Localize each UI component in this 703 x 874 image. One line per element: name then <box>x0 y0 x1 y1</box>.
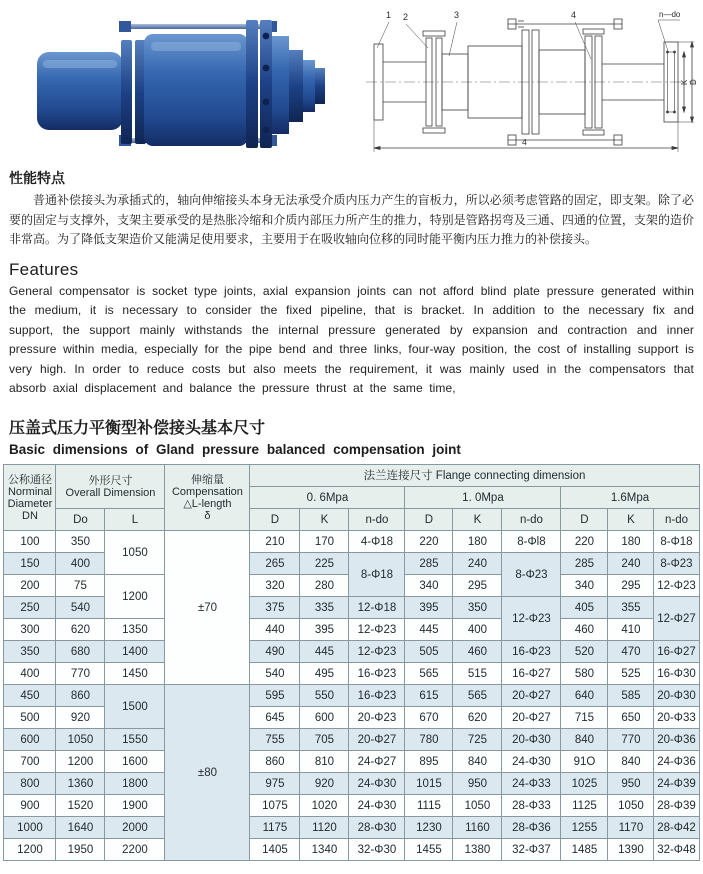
table-cell: 445 <box>300 641 349 663</box>
table-cell: 705 <box>300 729 349 751</box>
table-cell: 615 <box>405 685 453 707</box>
table-cell: 28-Φ33 <box>502 795 561 817</box>
table-cell: 520 <box>561 641 608 663</box>
table-cell: 450 <box>4 685 56 707</box>
table-cell: 1360 <box>56 773 105 795</box>
header-k1: K <box>300 509 349 531</box>
table-cell: 505 <box>405 641 453 663</box>
table-cell: 595 <box>250 685 300 707</box>
dimension-table-body <box>4 531 699 861</box>
table-cell: 1400 <box>105 641 165 663</box>
table-cell: 640 <box>561 685 608 707</box>
table-row <box>4 685 699 707</box>
table-cell: 20-Φ33 <box>654 707 699 729</box>
drawing-dim-ndo: n—do <box>658 10 680 19</box>
table-cell: 540 <box>250 663 300 685</box>
table-cell: 170 <box>300 531 349 553</box>
header-k3: K <box>608 509 654 531</box>
drawing-dim-k: K <box>679 79 689 85</box>
table-cell: 280 <box>300 575 349 597</box>
table-cell: 565 <box>453 685 502 707</box>
table-cell: 28-Φ30 <box>349 817 405 839</box>
table-row <box>4 751 699 773</box>
table-cell: 840 <box>453 751 502 773</box>
table-cell: 20-Φ27 <box>349 729 405 751</box>
table-cell: 24-Φ27 <box>349 751 405 773</box>
drawing-callout-1: 1 <box>385 10 391 20</box>
table-cell: 975 <box>250 773 300 795</box>
table-cell: 12-Φ23 <box>654 575 699 597</box>
table-cell: 16-Φ23 <box>502 641 561 663</box>
table-cell: 565 <box>405 663 453 685</box>
table-cell: 375 <box>250 597 300 619</box>
drawing-callout-3: 3 <box>453 10 459 20</box>
table-cell: 295 <box>608 575 654 597</box>
table-cell: 860 <box>250 751 300 773</box>
table-cell: 350 <box>453 597 502 619</box>
table-cell: 650 <box>608 707 654 729</box>
table-cell: 2200 <box>105 839 165 861</box>
table-cell: 1050 <box>453 795 502 817</box>
table-cell: 8-Φ18 <box>654 531 699 553</box>
technical-drawing <box>358 4 703 160</box>
table-cell: 240 <box>453 553 502 575</box>
table-cell: 24-Φ30 <box>349 773 405 795</box>
table-row <box>4 641 699 663</box>
table-cell: 28-Φ42 <box>654 817 699 839</box>
table-cell: ±80 <box>165 685 250 861</box>
header-d1: D <box>250 509 300 531</box>
table-cell: 585 <box>608 685 654 707</box>
table-cell: 12-Φ18 <box>349 597 405 619</box>
header-dn: 公称通径 Norminal Diameter DN <box>4 465 56 531</box>
table-cell: 1050 <box>56 729 105 751</box>
table-cell: 515 <box>453 663 502 685</box>
table-cell: 1600 <box>105 751 165 773</box>
table-cell: 250 <box>4 597 56 619</box>
table-cell: 210 <box>250 531 300 553</box>
header-pressure-06: 0. 6Mpa <box>250 487 405 509</box>
table-cell: 780 <box>405 729 453 751</box>
table-cell: 620 <box>453 707 502 729</box>
table-cell: 4-Φ18 <box>349 531 405 553</box>
table-cell: 1950 <box>56 839 105 861</box>
table-cell: 1380 <box>453 839 502 861</box>
table-cell: 24-Φ39 <box>654 773 699 795</box>
header-ndo2: n-do <box>502 509 561 531</box>
table-row <box>4 619 699 641</box>
table-cell: 350 <box>4 641 56 663</box>
table-cell: 1200 <box>4 839 56 861</box>
table-cell: 395 <box>300 619 349 641</box>
dimension-table <box>3 464 699 861</box>
table-cell: 20-Φ36 <box>654 729 699 751</box>
features-paragraph: General compensator is socket type joints, axial expansion joints can not afford blind plate pressure generated within the medium, it is necessary to consider the fixed pipeline, that is bracket. In addition to the necessary fix and support, the support mainly withstands the internal pressure generated by expansion and contraction and inner pressure within media, especially for the pipe bend and three links, four-way position, the cost of installing support is very high. In order to reduce costs but also meets the requirement, it was mainly used in the compensators that absorb axial displacement and balance the pressure thrust at the same time, <box>9 283 694 396</box>
table-cell: 1455 <box>405 839 453 861</box>
table-title-zh: 压盖式压力平衡型补偿接头基本尺寸 <box>9 420 266 438</box>
table-row <box>4 663 699 685</box>
table-cell: 8-Φl8 <box>502 531 561 553</box>
table-cell: 28-Φ36 <box>502 817 561 839</box>
table-cell: 225 <box>300 553 349 575</box>
header-d3: D <box>561 509 608 531</box>
table-cell: 180 <box>608 531 654 553</box>
table-cell: 1485 <box>561 839 608 861</box>
table-cell: 16-Φ23 <box>349 685 405 707</box>
table-cell: 32-Φ48 <box>654 839 699 861</box>
table-cell: 340 <box>561 575 608 597</box>
table-cell: 16-Φ27 <box>654 641 699 663</box>
top-images-row <box>0 0 703 160</box>
table-cell: 395 <box>405 597 453 619</box>
table-cell: 445 <box>405 619 453 641</box>
table-cell: 700 <box>4 751 56 773</box>
table-cell: 340 <box>405 575 453 597</box>
table-cell: 460 <box>453 641 502 663</box>
table-cell: 1050 <box>608 795 654 817</box>
table-cell: 620 <box>56 619 105 641</box>
table-cell: 410 <box>608 619 654 641</box>
table-cell: 1390 <box>608 839 654 861</box>
table-cell: 1550 <box>105 729 165 751</box>
table-cell: 1900 <box>105 795 165 817</box>
table-cell: 24-Φ30 <box>349 795 405 817</box>
header-flange: 法兰连接尺寸 Flange connecting dimension <box>250 465 699 487</box>
header-overall-dimension: 外形尺寸 Overall Dimension <box>56 465 165 509</box>
table-cell: 1520 <box>56 795 105 817</box>
table-cell: 525 <box>608 663 654 685</box>
table-cell: 1020 <box>300 795 349 817</box>
table-cell: 265 <box>250 553 300 575</box>
table-cell: 400 <box>56 553 105 575</box>
header-ndo1: n-do <box>349 509 405 531</box>
table-row <box>4 773 699 795</box>
table-cell: 20-Φ30 <box>654 685 699 707</box>
table-cell: 860 <box>56 685 105 707</box>
table-cell: 16-Φ27 <box>502 663 561 685</box>
table-cell: 470 <box>608 641 654 663</box>
table-cell: 400 <box>4 663 56 685</box>
table-cell: 16-Φ23 <box>349 663 405 685</box>
table-cell: 285 <box>405 553 453 575</box>
table-cell: 405 <box>561 597 608 619</box>
table-cell: 8-Φ18 <box>349 553 405 597</box>
table-cell: 460 <box>561 619 608 641</box>
table-cell: 1200 <box>56 751 105 773</box>
technical-drawing-graphic <box>362 4 700 160</box>
table-cell: 840 <box>561 729 608 751</box>
table-cell: 770 <box>56 663 105 685</box>
table-cell: 895 <box>405 751 453 773</box>
table-cell: 20-Φ27 <box>502 707 561 729</box>
table-cell: 680 <box>56 641 105 663</box>
table-cell: 8-Φ23 <box>502 553 561 597</box>
table-cell: 950 <box>608 773 654 795</box>
table-cell: 1800 <box>105 773 165 795</box>
table-cell: 810 <box>300 751 349 773</box>
table-row <box>4 531 699 553</box>
table-cell: 495 <box>300 663 349 685</box>
table-cell: ±70 <box>165 531 250 685</box>
table-cell: 1025 <box>561 773 608 795</box>
table-cell: 32-Φ30 <box>349 839 405 861</box>
table-cell: 800 <box>4 773 56 795</box>
table-cell: 490 <box>250 641 300 663</box>
features-heading: Features <box>9 259 79 279</box>
table-cell: 920 <box>56 707 105 729</box>
table-cell: 32-Φ37 <box>502 839 561 861</box>
table-cell: 1015 <box>405 773 453 795</box>
table-cell: 240 <box>608 553 654 575</box>
table-cell: 20-Φ30 <box>502 729 561 751</box>
product-photo <box>0 4 358 160</box>
table-cell: 20-Φ27 <box>502 685 561 707</box>
table-cell: 12-Φ23 <box>349 619 405 641</box>
table-cell: 285 <box>561 553 608 575</box>
table-cell: 550 <box>300 685 349 707</box>
table-cell: 600 <box>4 729 56 751</box>
table-cell: 950 <box>453 773 502 795</box>
product-photo-graphic <box>29 6 329 158</box>
table-cell: 24-Φ33 <box>502 773 561 795</box>
drawing-dim-length: 4 <box>521 137 527 147</box>
table-cell: 1170 <box>608 817 654 839</box>
drawing-callout-2: 2 <box>402 12 408 22</box>
table-cell: 12-Φ27 <box>654 597 699 641</box>
table-cell: 200 <box>4 575 56 597</box>
table-cell: 1500 <box>105 685 165 729</box>
table-cell: 770 <box>608 729 654 751</box>
table-cell: 540 <box>56 597 105 619</box>
table-cell: 500 <box>4 707 56 729</box>
table-cell: 220 <box>561 531 608 553</box>
header-k2: K <box>453 509 502 531</box>
table-cell: 900 <box>4 795 56 817</box>
table-cell: 600 <box>300 707 349 729</box>
table-cell: 1255 <box>561 817 608 839</box>
table-cell: 24-Φ30 <box>502 751 561 773</box>
header-ndo3: n-do <box>654 509 699 531</box>
table-cell: 75 <box>56 575 105 597</box>
table-cell: 440 <box>250 619 300 641</box>
table-cell: 1175 <box>250 817 300 839</box>
header-compensation: 伸缩量 Compensation △L-length δ <box>165 465 250 531</box>
table-cell: 755 <box>250 729 300 751</box>
table-cell: 1640 <box>56 817 105 839</box>
table-cell: 150 <box>4 553 56 575</box>
table-cell: 16-Φ30 <box>654 663 699 685</box>
header-l: L <box>105 509 165 531</box>
table-header <box>4 465 699 531</box>
table-cell: 725 <box>453 729 502 751</box>
table-cell: 12-Φ23 <box>349 641 405 663</box>
table-cell: 1075 <box>250 795 300 817</box>
table-cell: 1115 <box>405 795 453 817</box>
table-cell: 350 <box>56 531 105 553</box>
table-row <box>4 817 699 839</box>
table-cell: 24-Φ36 <box>654 751 699 773</box>
table-cell: 1120 <box>300 817 349 839</box>
table-cell: 8-Φ23 <box>654 553 699 575</box>
header-pressure-16: 1.6Mpa <box>561 487 699 509</box>
table-cell: 645 <box>250 707 300 729</box>
table-cell: 1125 <box>561 795 608 817</box>
table-cell: 2000 <box>105 817 165 839</box>
table-cell: 1340 <box>300 839 349 861</box>
table-cell: 1050 <box>105 531 165 575</box>
table-cell: 1200 <box>105 575 165 619</box>
performance-paragraph: 普通补偿接头为承插式的，轴向伸缩接头本身无法承受介质内压力产生的盲板力，所以必须考虑管路的固定，即支架。除了必要的固定与支撑外，支架主要承受的是热胀冷缩和介质内部压力所产生的推力，特别是管路拐弯及三通、四通的位置，支架的造价非常高。为了降低支架造价又能满足使用要求，主要用于在吸收轴向位移的同时能平衡内压力推力的补偿接头。 <box>9 193 694 246</box>
table-cell: 12-Φ23 <box>502 597 561 641</box>
table-cell: 320 <box>250 575 300 597</box>
table-row <box>4 839 699 861</box>
table-cell: 28-Φ39 <box>654 795 699 817</box>
table-title-en: Basic dimensions of Gland pressure balanced compensation joint <box>9 442 461 458</box>
table-cell: 1230 <box>405 817 453 839</box>
table-cell: 100 <box>4 531 56 553</box>
table-cell: 91O <box>561 751 608 773</box>
table-cell: 1450 <box>105 663 165 685</box>
table-cell: 920 <box>300 773 349 795</box>
table-cell: 1405 <box>250 839 300 861</box>
table-cell: 670 <box>405 707 453 729</box>
table-cell: 400 <box>453 619 502 641</box>
drawing-dim-d: D <box>688 79 698 85</box>
table-cell: 840 <box>608 751 654 773</box>
drawing-callout-4: 4 <box>570 10 576 20</box>
performance-heading: 性能特点 <box>9 170 65 186</box>
table-cell: 220 <box>405 531 453 553</box>
table-row <box>4 795 699 817</box>
table-cell: 355 <box>608 597 654 619</box>
header-do: Do <box>56 509 105 531</box>
table-cell: 1160 <box>453 817 502 839</box>
table-cell: 295 <box>453 575 502 597</box>
table-cell: 335 <box>300 597 349 619</box>
header-pressure-10: 1. 0Mpa <box>405 487 561 509</box>
table-cell: 1350 <box>105 619 165 641</box>
table-cell: 580 <box>561 663 608 685</box>
table-cell: 1000 <box>4 817 56 839</box>
table-cell: 180 <box>453 531 502 553</box>
table-cell: 715 <box>561 707 608 729</box>
table-row <box>4 729 699 751</box>
header-d2: D <box>405 509 453 531</box>
table-cell: 20-Φ23 <box>349 707 405 729</box>
table-cell: 300 <box>4 619 56 641</box>
